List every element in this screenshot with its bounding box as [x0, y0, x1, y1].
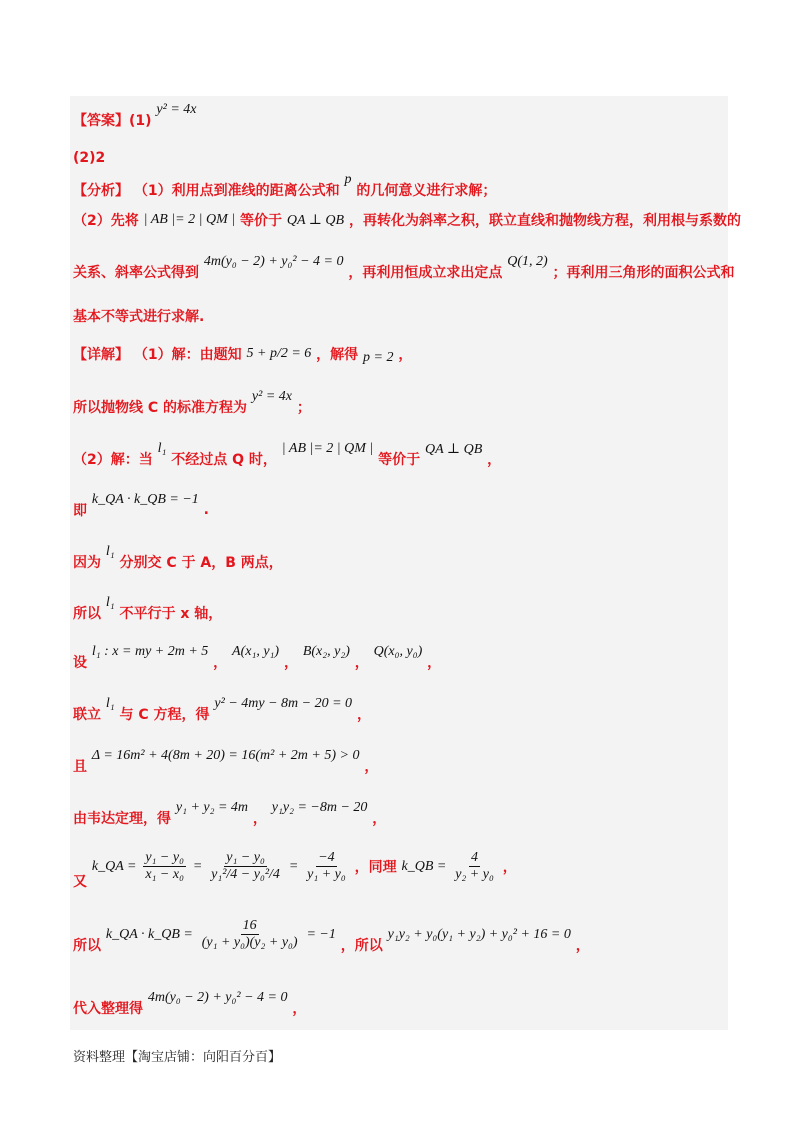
math-formula: B(x₂, y₂) [302, 644, 350, 659]
detail-text: 与 C 方程，得 [119, 707, 210, 723]
math-formula: l₁ : x = my + 2m + 5 [91, 644, 209, 659]
detail-line-9 [73, 748, 379, 776]
detail-text: ， [502, 859, 517, 876]
analysis-line-2 [73, 210, 741, 230]
math-formula: k_QA · k_QB = [105, 926, 193, 942]
detail-text: ， [364, 759, 379, 775]
detail-label: 【详解】 [73, 347, 129, 363]
math-formula: Q(1, 2) [507, 254, 548, 269]
detail-text: ， [292, 1001, 307, 1017]
detail-text: ； [296, 400, 311, 416]
detail-text: ，同理 [354, 859, 397, 876]
math-formula: | AB |= 2 | QM | [143, 212, 236, 227]
fraction [209, 850, 282, 883]
math-formula: l₁ [105, 544, 115, 559]
detail-text: 且 [73, 759, 87, 775]
detail-text: 又 [73, 873, 87, 890]
math-p: p [344, 172, 352, 187]
math-formula: = [288, 858, 299, 874]
analysis-line-1 [73, 172, 497, 200]
detail-text: 分别交 C 于 A，B 两点， [119, 555, 283, 571]
fraction-numerator: −4 [318, 850, 335, 865]
math-formula: y² − 4my − 8m − 20 = 0 [214, 696, 353, 711]
fraction-numerator: 4 [471, 850, 478, 865]
detail-text: 由韦达定理，得 [73, 811, 171, 827]
answer-line [73, 102, 197, 130]
analysis-line-3 [73, 254, 735, 282]
fraction-denominator: (y₁ + y₀)(y₂ + y₀) [201, 935, 298, 950]
analysis-text: 等价于 [239, 213, 282, 229]
detail-text: ，解得 [316, 347, 359, 363]
math-formula: 4m(y₀ − 2) + y₀² − 4 = 0 [203, 254, 344, 269]
math-formula: = −1 [306, 926, 336, 942]
fraction-denominator: y₁ + y₀ [307, 867, 346, 882]
math-formula: p = 2 [363, 350, 394, 365]
detail-line-12 [73, 918, 590, 954]
detail-text: 联立 [73, 707, 101, 723]
fraction-denominator: x₁ − x₀ [145, 867, 184, 882]
detail-text: ，所以 [340, 937, 383, 954]
fraction [453, 850, 496, 883]
math-formula: Q(x₀, y₀) [373, 644, 423, 659]
detail-text: . [203, 502, 209, 518]
detail-text: 所以 [73, 606, 101, 622]
detail-text: 等价于 [378, 452, 421, 468]
math-formula: l₁ [105, 595, 115, 610]
math-formula: A(x₁, y₁) [232, 644, 280, 659]
math-formula: QA ⊥ QB [286, 212, 345, 228]
detail-text: ， [575, 937, 590, 954]
detail-text: ， [213, 655, 228, 671]
detail-text: ， [354, 655, 369, 671]
analysis-text: 基本不等式进行求解. [73, 309, 205, 325]
detail-line-5 [73, 544, 283, 572]
detail-text: 不平行于 x 轴， [119, 606, 223, 622]
detail-line-6 [73, 595, 223, 623]
analysis-text: ，再利用恒成立求出定点 [348, 265, 503, 281]
detail-line-2 [73, 389, 311, 417]
detail-text: ， [283, 655, 298, 671]
analysis-text: ，再转化为斜率之积，联立直线和抛物线方程，利用根与系数的 [348, 213, 741, 229]
math-formula: = [192, 858, 203, 874]
fraction [200, 918, 300, 951]
fraction [305, 850, 348, 883]
detail-text: ， [252, 811, 267, 827]
answer-label: 【答案】(1) [73, 113, 152, 129]
fraction-numerator: y₁ − y₀ [145, 850, 184, 865]
fraction [143, 850, 186, 883]
fraction-denominator: y₂ + y₀ [455, 867, 494, 882]
analysis-text: ；再利用三角形的面积公式和 [552, 265, 735, 281]
detail-text: 设 [73, 655, 87, 671]
detail-line-13 [73, 990, 307, 1018]
math-formula: y₁y₂ + y₀(y₁ + y₂) + y₀² + 16 = 0 [387, 926, 571, 942]
answer-part2-text: (2)2 [73, 150, 106, 166]
math-formula: 5 + p/2 = 6 [246, 346, 312, 361]
answer-part2 [73, 150, 105, 166]
detail-text: 即 [73, 503, 87, 519]
math-formula: l₁ [157, 441, 167, 456]
analysis-text: （2）先将 [73, 213, 139, 229]
analysis-line-4 [73, 306, 204, 326]
detail-text: ， [427, 655, 442, 671]
analysis-text: 关系、斜率公式得到 [73, 265, 199, 281]
detail-line-1 [73, 344, 412, 364]
fraction-numerator: 16 [242, 918, 257, 933]
math-formula: k_QB = [401, 858, 447, 874]
analysis-text: 的几何意义进行求解； [356, 183, 497, 199]
detail-line-7 [73, 644, 442, 672]
detail-text: ， [487, 452, 502, 468]
detail-text: 不经过点 Q 时， [171, 452, 277, 468]
fraction-denominator: y₁²/4 − y₀²/4 [211, 867, 280, 882]
math-formula: Δ = 16m² + 4(8m + 20) = 16(m² + 2m + 5) > 0 [91, 748, 360, 763]
fraction-numerator: y₁ − y₀ [226, 850, 265, 865]
footer-note: 资料整理【淘宝店铺：向阳百分百】 [73, 1050, 282, 1065]
math-formula: y² = 4x [251, 389, 292, 404]
math-formula: k_QA = [91, 858, 137, 874]
detail-line-10 [73, 800, 387, 828]
detail-text: （2）解：当 [73, 452, 153, 468]
detail-line-8 [73, 696, 371, 724]
math-formula: l₁ [105, 696, 115, 711]
detail-text: 所以 [73, 937, 101, 954]
math-formula: y₁y₂ = −8m − 20 [271, 800, 368, 815]
math-formula: y₁ + y₂ = 4m [175, 800, 249, 815]
detail-text: 代入整理得 [73, 1001, 143, 1017]
detail-line-11 [73, 850, 517, 890]
analysis-label: 【分析】 [73, 183, 129, 199]
detail-text: （1）解：由题知 [133, 347, 242, 363]
math-formula: QA ⊥ QB [425, 441, 483, 457]
detail-text: ， [398, 347, 413, 363]
detail-line-3 [73, 441, 502, 469]
math-formula: k_QA · k_QB = −1 [91, 492, 199, 507]
detail-text: ， [372, 811, 387, 827]
math-formula: | AB |= 2 | QM | [281, 441, 374, 456]
analysis-text: （1）利用点到准线的距离公式和 [133, 183, 340, 199]
answer-formula: y² = 4x [156, 102, 197, 117]
detail-text: 所以抛物线 C 的标准方程为 [73, 400, 248, 416]
math-formula: 4m(y₀ − 2) + y₀² − 4 = 0 [147, 990, 288, 1005]
detail-text: 因为 [73, 555, 101, 571]
detail-line-4 [73, 492, 209, 520]
detail-text: ， [356, 707, 371, 723]
